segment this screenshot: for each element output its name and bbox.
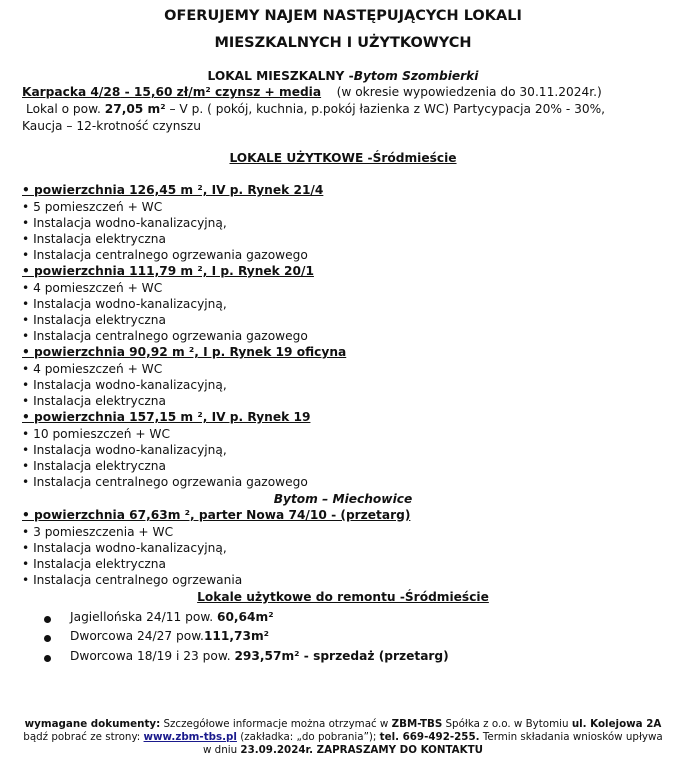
commercial-unit-feature: • Instalacja elektryczna <box>22 313 166 327</box>
miechowice-unit-title: • powierzchnia 67,63m ², parter Nowa 74/10 - (przetarg) <box>22 508 411 522</box>
commercial-unit-feature: • Instalacja wodno-kanalizacyjną, <box>22 216 227 230</box>
residential-notice: (w okresie wypowiedzenia do 30.11.2024r.) <box>336 85 602 99</box>
footer-contact: ZAPRASZAMY DO KONTAKTU <box>313 744 484 756</box>
residential-description <box>26 102 605 116</box>
footer-date-prefix: w dniu <box>202 744 241 756</box>
residential-heading <box>0 69 686 83</box>
residential-desc-area: 27,05 m² <box>104 102 166 116</box>
commercial-unit-feature: • 5 pomieszczeń + WC <box>22 200 163 214</box>
commercial-unit-feature: • Instalacja wodno-kanalizacyjną, <box>22 378 227 392</box>
commercial-unit-feature: • Instalacja elektryczna <box>22 459 166 473</box>
footer-line3 <box>0 744 686 756</box>
renovation-item-area: 60,64m² <box>216 610 274 624</box>
miechowice-feature: • Instalacja elektryczna <box>22 557 166 571</box>
commercial-unit-title: • powierzchnia 111,79 m ², I p. Rynek 20/1 <box>22 264 314 278</box>
footer-company: ZBM-TBS <box>391 718 443 730</box>
commercial-unit-feature: • Instalacja elektryczna <box>22 394 166 408</box>
miechowice-feature: • Instalacja centralnego ogrzewania <box>22 573 243 587</box>
miechowice-heading: Bytom – Miechowice <box>273 492 413 506</box>
commercial-heading: LOKALE UŻYTKOWE -Śródmieście <box>229 151 457 165</box>
footer-line1 <box>0 718 686 730</box>
bullet-icon <box>44 616 51 623</box>
footer-date: 23.09.2024r. <box>240 744 314 756</box>
residential-deposit: Kaucja – 12-krotność czynszu <box>22 119 201 133</box>
residential-desc-prefix: Lokal o pow. <box>26 102 105 116</box>
residential-address-price <box>22 85 321 99</box>
renovation-item-address: Jagiellońska 24/11 pow. <box>70 610 217 624</box>
commercial-unit-feature: • 4 pomieszczeń + WC <box>22 362 163 376</box>
commercial-unit-feature: • Instalacja elektryczna <box>22 232 166 246</box>
residential-offer <box>22 85 602 99</box>
renovation-item-area: 293,57m² <box>234 649 300 663</box>
renovation-item <box>70 629 269 643</box>
page-title-line2: MIESZKALNYCH I UŻYTKOWYCH <box>214 35 472 51</box>
renovation-item <box>70 649 449 663</box>
footer-deadline: Termin składania wniosków upływa <box>479 731 663 743</box>
renovation-item-area: 111,73m² <box>203 629 270 643</box>
footer-tab-note: (zakładka: „do pobrania”); <box>236 731 380 743</box>
residential-location: Bytom Szombierki <box>353 69 479 83</box>
website-link[interactable]: www.zbm-tbs.pl <box>143 731 237 743</box>
residential-price: - 15,60 zł/m² czynsz + media <box>120 85 322 99</box>
renovation-item-extra: - sprzedaż (przetarg) <box>299 649 449 663</box>
commercial-unit-title: • powierzchnia 157,15 m ², IV p. Rynek 19 <box>22 410 311 424</box>
footer-line2 <box>0 731 686 743</box>
renovation-item-address: Dworcowa 18/19 i 23 pow. <box>70 649 235 663</box>
residential-heading-label: LOKAL MIESZKALNY - <box>207 69 354 83</box>
commercial-unit-feature: • 10 pomieszczeń + WC <box>22 427 170 441</box>
commercial-unit-feature: • Instalacja centralnego ogrzewania gazowego <box>22 475 308 489</box>
residential-address: Karpacka 4/28 <box>22 85 121 99</box>
miechowice-feature: • Instalacja wodno-kanalizacyjną, <box>22 541 227 555</box>
footer-docs-label: wymagane dokumenty: <box>24 718 161 730</box>
commercial-unit-title: • powierzchnia 90,92 m ², I p. Rynek 19 oficyna <box>22 345 347 359</box>
commercial-unit-feature: • 4 pomieszczeń + WC <box>22 281 163 295</box>
page-title-line1: OFERUJEMY NAJEM NASTĘPUJĄCYCH LOKALI <box>164 8 522 24</box>
commercial-unit-feature: • Instalacja centralnego ogrzewania gazowego <box>22 248 308 262</box>
renovation-item <box>70 610 274 624</box>
renovation-heading: Lokale użytkowe do remontu -Śródmieście <box>197 590 489 604</box>
commercial-unit-title: • powierzchnia 126,45 m ², IV p. Rynek 21/4 <box>22 183 324 197</box>
footer-info: Szczegółowe informacje można otrzymać w <box>160 718 392 730</box>
commercial-unit-feature: • Instalacja wodno-kanalizacyjną, <box>22 297 227 311</box>
footer-company-rest: Spółka z o.o. w Bytomiu <box>442 718 572 730</box>
footer-download: bądź pobrać ze strony: <box>23 731 144 743</box>
commercial-unit-feature: • Instalacja wodno-kanalizacyjną, <box>22 443 227 457</box>
commercial-unit-feature: • Instalacja centralnego ogrzewania gazowego <box>22 329 308 343</box>
bullet-icon <box>44 655 51 662</box>
residential-desc-rest: – V p. ( pokój, kuchnia, p.pokój łazienka z WC) Partycypacja 20% - 30%, <box>165 102 606 116</box>
miechowice-feature: • 3 pomieszczenia + WC <box>22 525 174 539</box>
footer-street: ul. Kolejowa 2A <box>571 718 662 730</box>
footer-phone: tel. 669-492-255. <box>379 731 480 743</box>
bullet-icon <box>44 635 51 642</box>
renovation-item-address: Dworcowa 24/27 pow. <box>70 629 204 643</box>
